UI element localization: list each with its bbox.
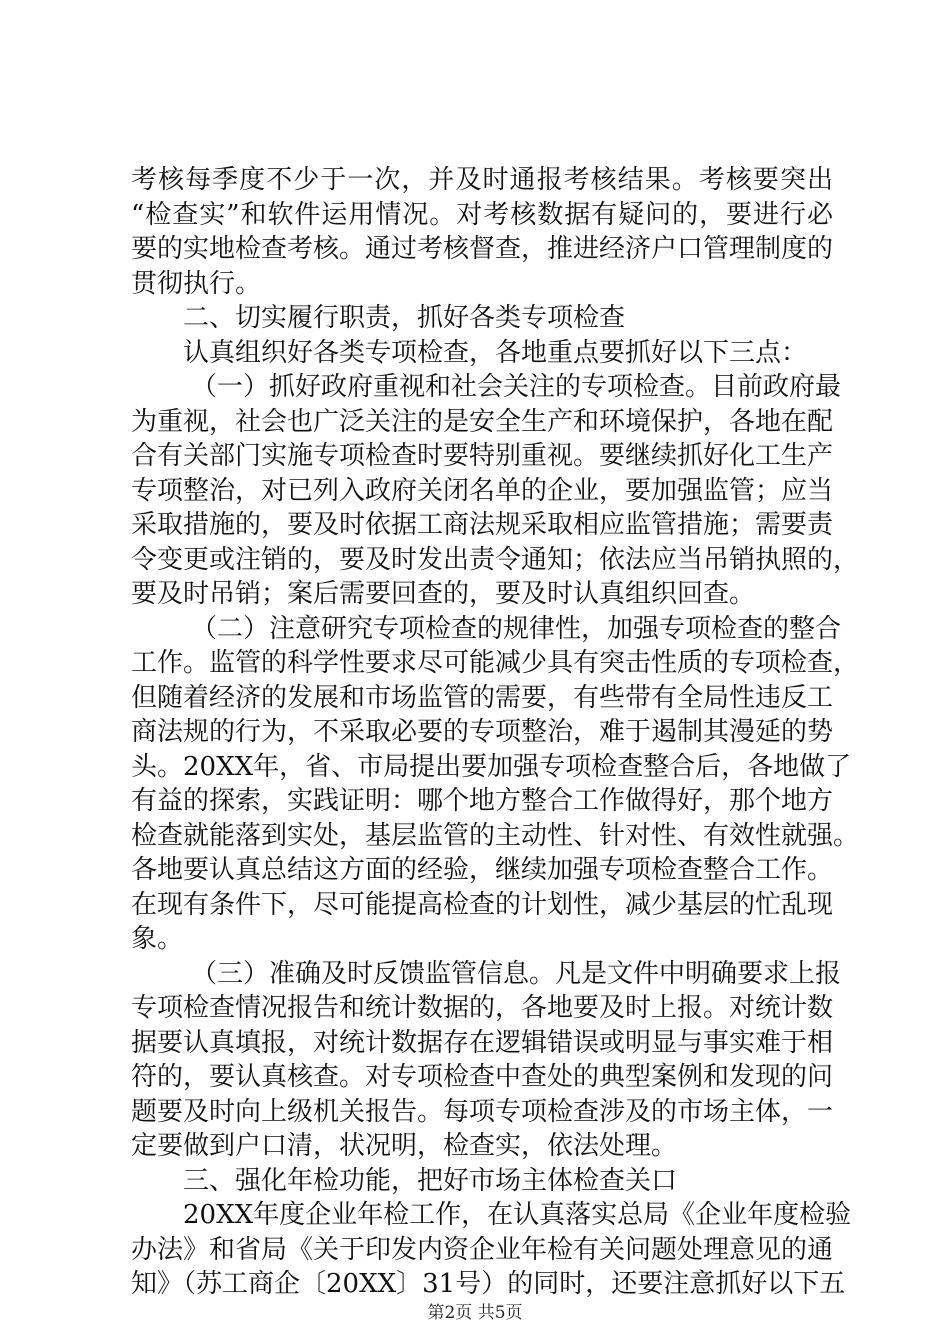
- text-line: 在现有条件下，尽可能提高检查的计划性，减少基层的忙乱现: [131, 889, 834, 920]
- text-line: 据要认真填报，对统计数据存在逻辑错误或明显与事实难于相: [131, 1027, 834, 1058]
- text-line: （二）注意研究专项检查的规律性，加强专项检查的整合: [191, 613, 842, 644]
- text-line: 符的，要认真核查。对专项检查中查处的典型案例和发现的问: [131, 1062, 834, 1092]
- text-line: 采取措施的，要及时依据工商法规采取相应监管措施；需要责: [131, 510, 834, 540]
- text-line: 有益的探索，实践证明：哪个地方整合工作做得好，那个地方: [131, 786, 834, 816]
- text-line: 二、切实履行职责，抓好各类专项检查: [183, 303, 626, 333]
- text-line: 商法规的行为，不采取必要的专项整治，难于遏制其漫延的势: [131, 717, 834, 747]
- text-line: 象。: [131, 924, 184, 954]
- text-line: 认真组织好各类专项检查，各地重点要抓好以下三点：: [183, 337, 808, 368]
- text-line: 要及时吊销；案后需要回查的，要及时认真组织回查。: [131, 579, 756, 609]
- text-line: 三、强化年检功能，把好市场主体检查关口: [183, 1165, 678, 1196]
- text-line: “检查实”和软件运用情况。对考核数据有疑问的，要进行必: [131, 199, 833, 230]
- text-line: 为重视，社会也广泛关注的是安全生产和环境保护，各地在配: [131, 406, 834, 437]
- text-line: 定要做到户口清，状况明，检查实，依法处理。: [131, 1131, 678, 1161]
- text-line: 贯彻执行。: [131, 268, 262, 299]
- text-line: 工作。监管的科学性要求尽可能减少具有突击性质的专项检查，: [131, 648, 860, 678]
- text-line: 办法》和省局《关于印发内资企业年检有关问题处理意见的通: [131, 1234, 834, 1265]
- text-line: 合有关部门实施专项检查时要特别重视。要继续抓好化工生产: [131, 441, 834, 471]
- page-footer: 第2页 共5页: [427, 1303, 523, 1323]
- text-line: 要的实地检查考核。通过考核督查，推进经济户口管理制度的: [131, 234, 834, 264]
- document-body: [131, 163, 860, 1302]
- text-line: 专项检查情况报告和统计数据的，各地要及时上报。对统计数: [131, 993, 834, 1023]
- text-line: 令变更或注销的，要及时发出责令通知；依法应当吊销执照的，: [131, 544, 860, 575]
- text-line: 但随着经济的发展和市场监管的需要，有些带有全局性违反工: [131, 682, 834, 713]
- text-line: 各地要认真总结这方面的经验，继续加强专项检查整合工作。: [131, 855, 834, 885]
- text-line: 考核每季度不少于一次，并及时通报考核结果。考核要突出: [131, 165, 833, 195]
- text-line: 知》（苏工商企〔20XX〕31号）的同时，还要注意抓好以下五: [131, 1269, 846, 1299]
- text-line: （一）抓好政府重视和社会关注的专项检查。目前政府最: [191, 372, 842, 402]
- text-line: 20XX年度企业年检工作，在认真落实总局《企业年度检验: [183, 1200, 852, 1230]
- text-line: 专项整治，对已列入政府关闭名单的企业，要加强监管；应当: [131, 475, 834, 506]
- text-line: 头。20XX年，省、市局提出要加强专项检查整合后，各地做了: [131, 751, 852, 782]
- text-line: 检查就能落到实处，基层监管的主动性、针对性、有效性就强。: [131, 820, 860, 851]
- text-line: （三）准确及时反馈监管信息。凡是文件中明确要求上报: [191, 958, 842, 989]
- text-line: 题要及时向上级机关报告。每项专项检查涉及的市场主体，一: [131, 1096, 834, 1127]
